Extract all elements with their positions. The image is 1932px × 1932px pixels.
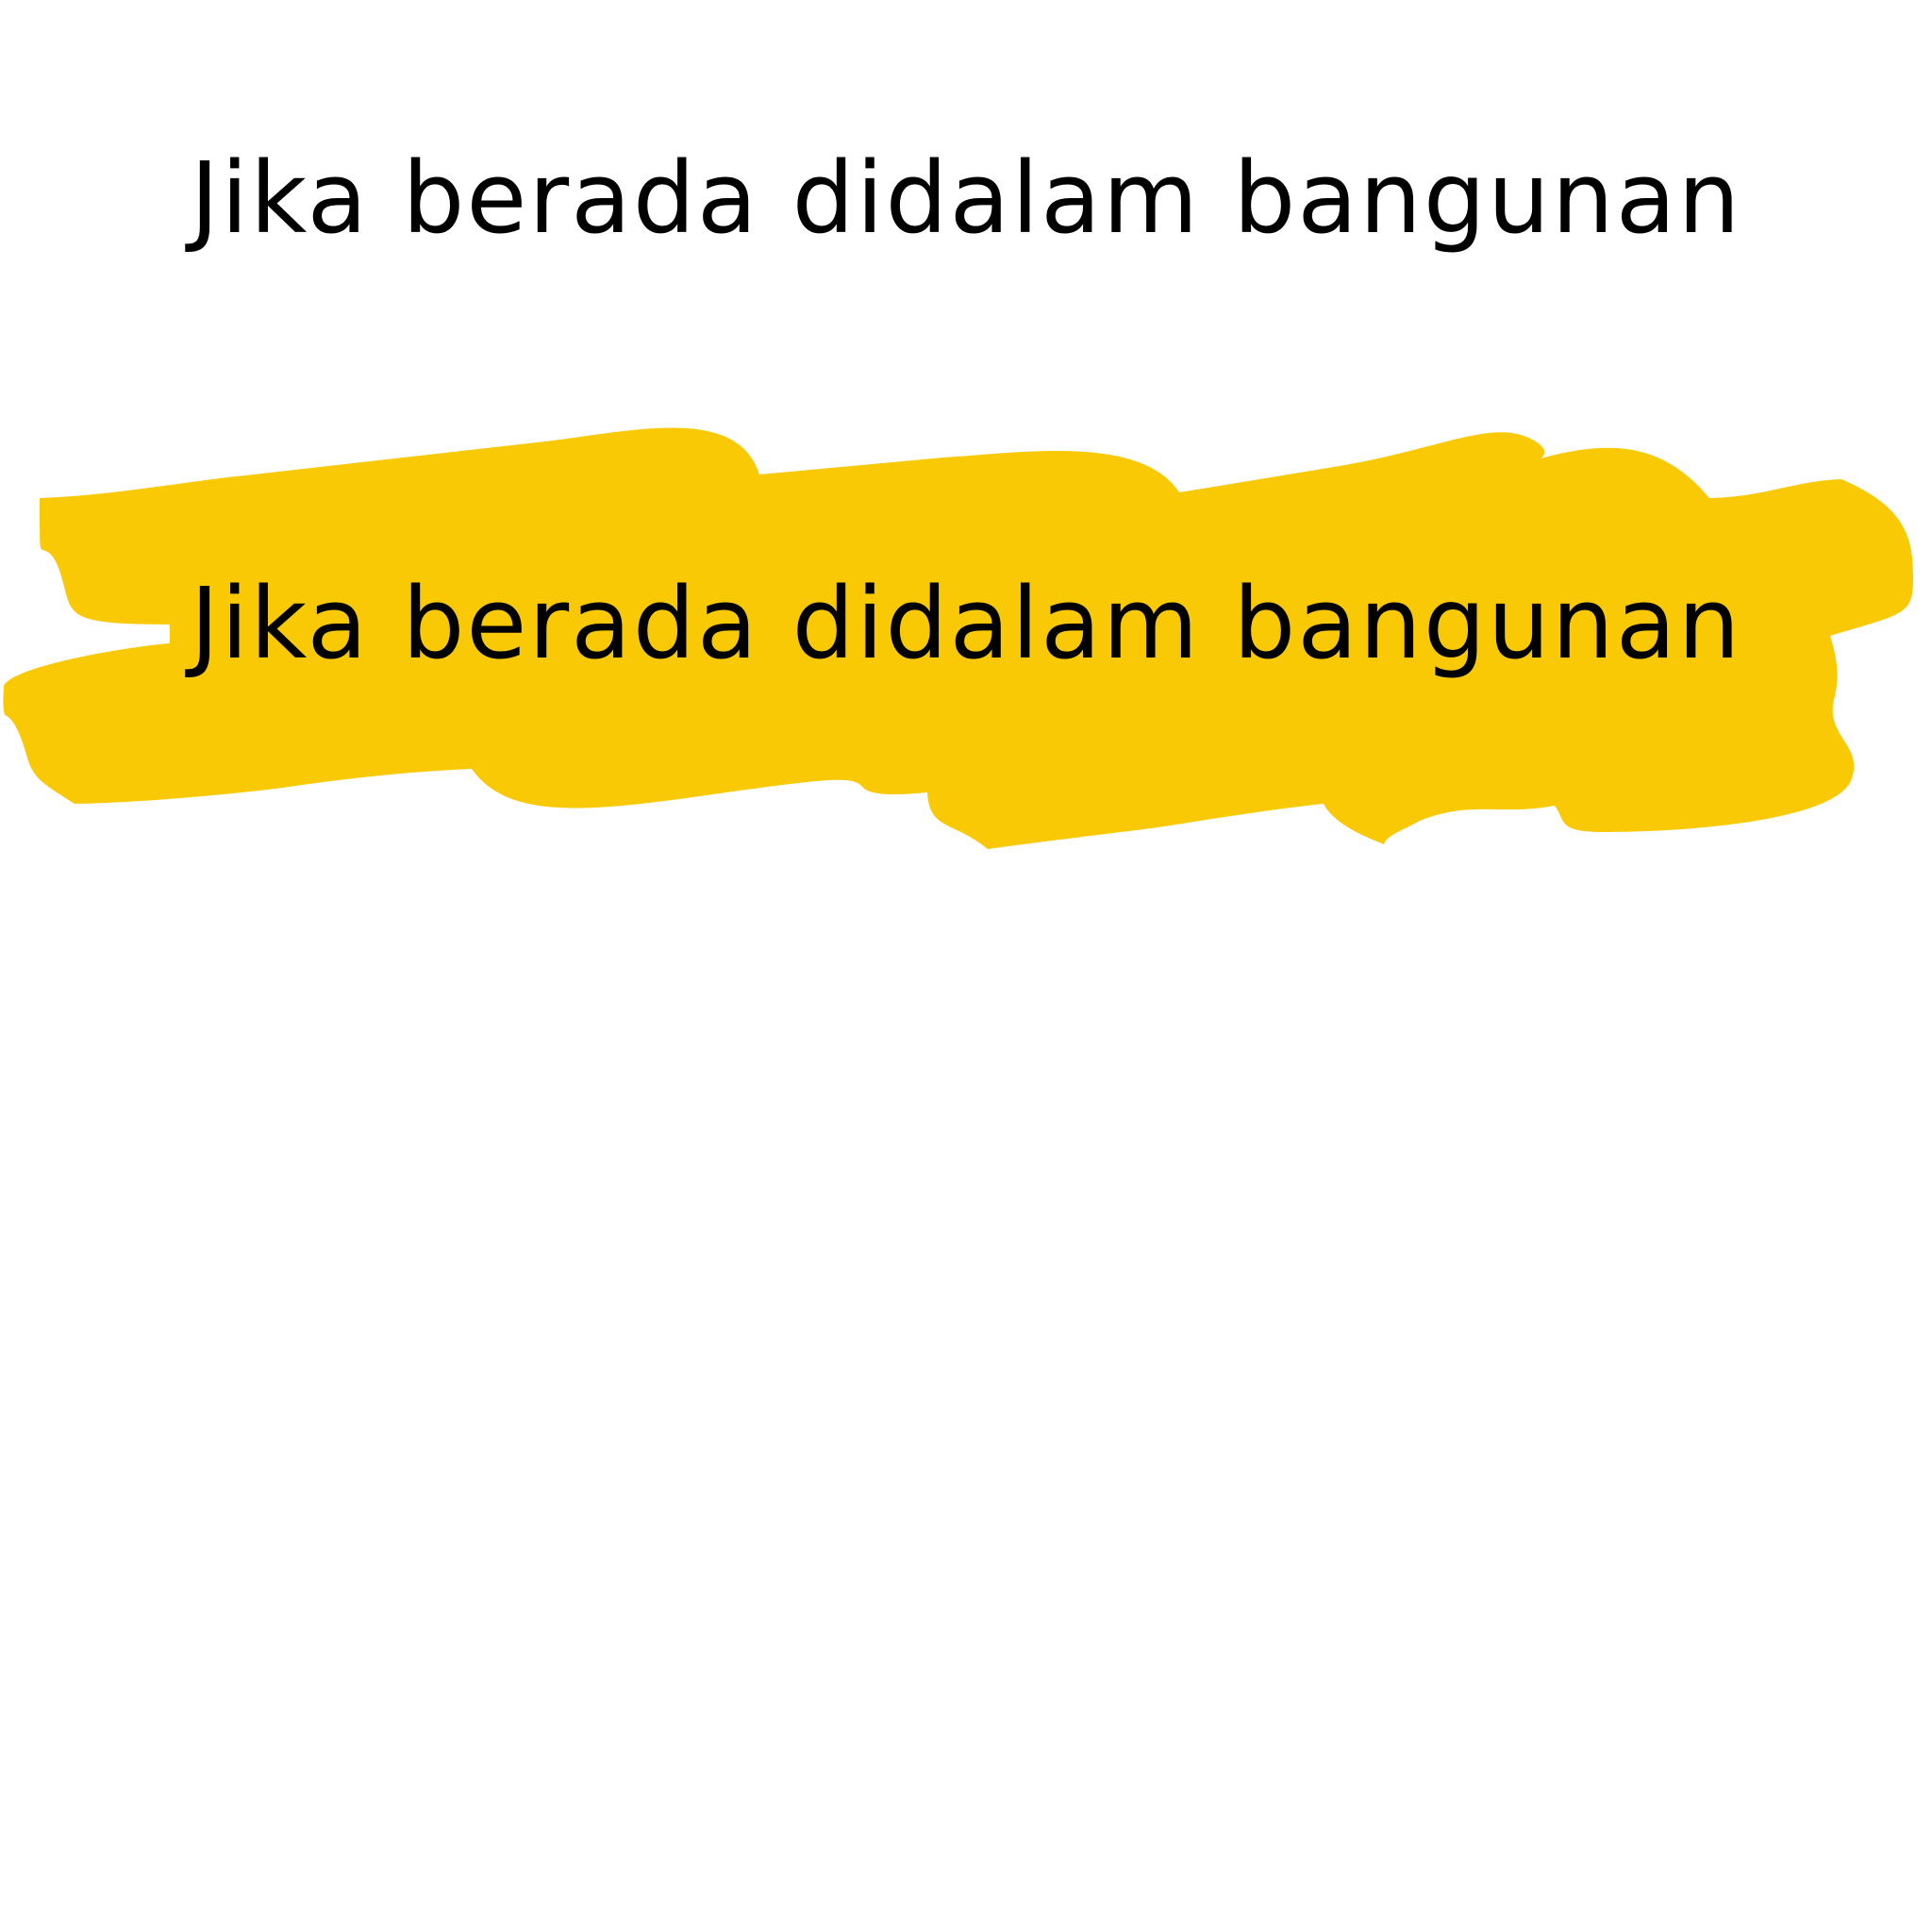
heading-title: Jika berada didalam bangunan: [190, 141, 1742, 256]
banner-title: Jika berada didalam bangunan: [190, 566, 1742, 681]
